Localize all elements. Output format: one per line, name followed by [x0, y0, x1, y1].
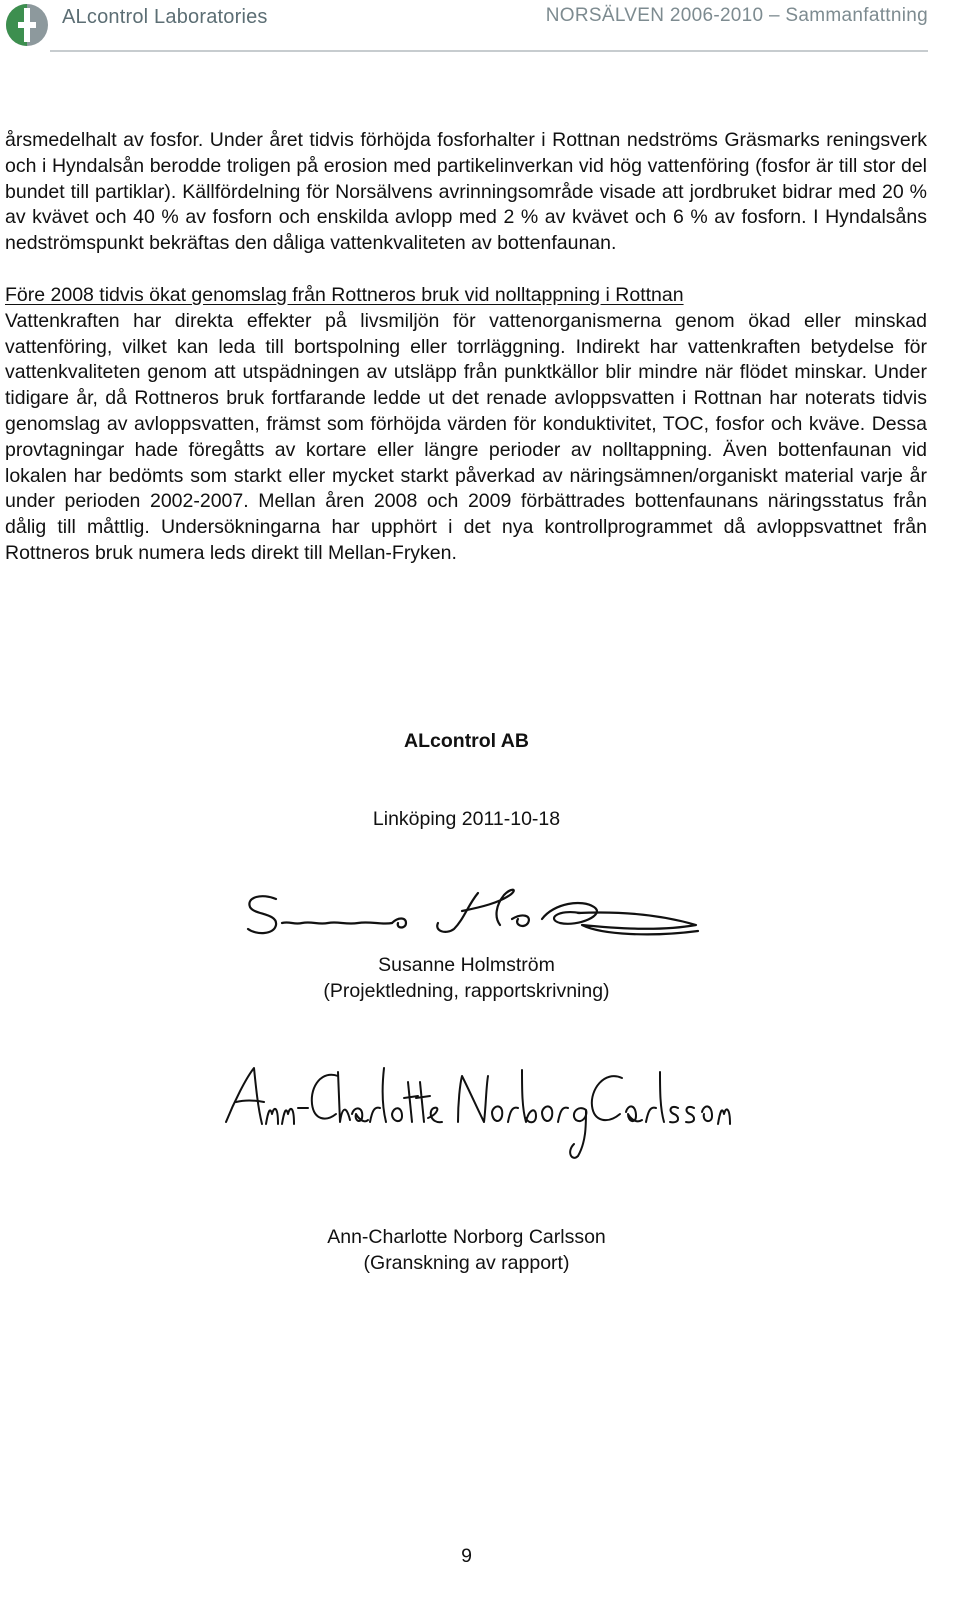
reviewer-role: (Granskning av rapport): [363, 1252, 570, 1274]
signature-susanne-holmstrom: [242, 885, 702, 947]
alcontrol-logo-icon: [4, 2, 50, 48]
signatory-role: (Projektledning, rapportskrivning): [323, 980, 610, 1002]
section-rottneros: [5, 283, 927, 567]
logo-text: ALcontrol Laboratories: [62, 6, 268, 28]
report-title: NORSÄLVEN 2006-2010 – Sammanfattning: [545, 5, 928, 26]
body-text: [5, 128, 927, 567]
signatory-name: Susanne Holmström: [378, 954, 555, 976]
company-name: ALcontrol AB: [404, 730, 529, 752]
signature-ann-charlotte-norborg-carlsson: [222, 1062, 732, 1162]
reviewer-name: Ann-Charlotte Norborg Carlsson: [327, 1226, 606, 1248]
paragraph-phosphorus: årsmedelhalt av fosfor. Under året tidvis förhöjda fosforhalter i Rottnan nedströms Gräsmarks reningsverk och i Hyndalsån berodde troligen på erosion med partikelinverkan vid hög vattenföring (fosfor är till stor del bundet till partiklar). Källfördelning för Norsälvens avrinningsområde visade att jordbruket bidrar med 20 % av kvävet och 40 % av fosforn och enskilda avlopp med 2 % av kvävet och 6 % av fosforn. I Hyndalsåns nedströmspunkt bekräftas den dåliga vattenkvaliteten av bottenfaunan.: [5, 129, 927, 255]
paragraph-hydropower: Vattenkraften har direkta effekter på livsmiljön för vattenorganismerna genom ökad eller minskad vattenföring, vilket kan leda till bortspolning eller torrläggning. Indirekt har vattenkraften betydelse för vattenkvaliteten genom att utspädningen av utsläpp från punktkällor blir mindre när flödet minskar. Under tidigare år, då Rottneros bruk fortfarande ledde ut det renade avloppsvatten i Rottnan har noterats tidvis genomslag av avloppsvatten, främst som förhöjda värden för konduktivitet, TOC, fosfor och kväve. Dessa provtagningar hade föregåtts av kortare eller längre perioder av nolltappning. Även bottenfaunan vid lokalen har bedömts som starkt eller mycket starkt påverkad av näringsämnen/organiskt material varje år under perioden 2002-2007. Mellan åren 2008 och 2009 förbättrades bottenfaunans näringsstatus från dålig till måttlig. Undersökningarna har upphört i det nya kontrollprogrammet då avloppsvattnet från Rottneros bruk numera leds direkt till Mellan-Fryken.: [5, 309, 927, 564]
section-subheading: Före 2008 tidvis ökat genomslag från Rottneros bruk vid nolltappning i Rottnan: [5, 283, 684, 306]
header-divider: [50, 50, 928, 52]
place-date: Linköping 2011-10-18: [372, 808, 561, 830]
page-number: 9: [461, 1545, 472, 1567]
page-header: [0, 0, 960, 55]
